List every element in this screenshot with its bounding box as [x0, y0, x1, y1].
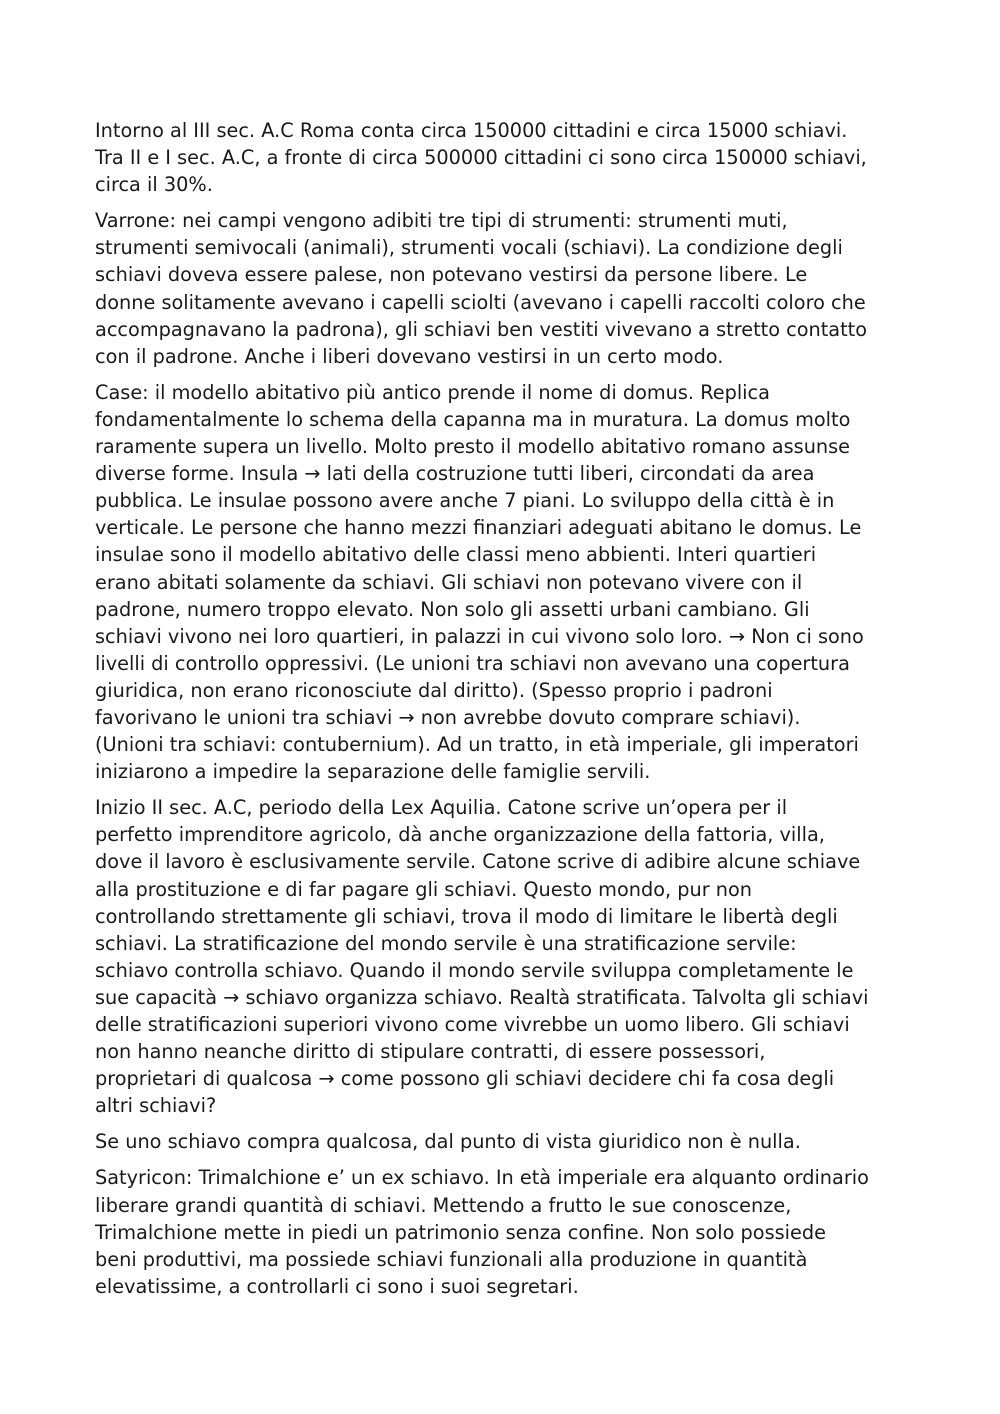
paragraph-population: Intorno al III sec. A.C Roma conta circa 150000 cittadini e circa 15000 schiavi. Tra II e I sec. A.C, a fronte di circa 500000 cittadini ci sono circa 150000 schiavi, circa il 30%. — [95, 119, 867, 197]
paragraph-acquisto-schiavo: Se uno schiavo compra qualcosa, dal punto di vista giuridico non è nulla. — [95, 1130, 801, 1154]
document-page — [95, 117, 915, 1309]
paragraph-varrone: Varrone: nei campi vengono adibiti tre tipi di strumenti: strumenti muti, strumenti semivocali (animali), strumenti vocali (schiavi). La condizione degli schiavi doveva essere palese, non potevano vestirsi da persone libere. Le donne solitamente avevano i capelli sciolti (avevano i capelli raccolti coloro che accompagnavano la padrona), gli schiavi ben vestiti vivevano a stretto contatto con il padrone. Anche i liberi dovevano vestirsi in un certo modo. — [95, 209, 868, 368]
paragraph-case: Case: il modello abitativo più antico prende il nome di domus. Replica fondamentalmente lo schema della capanna ma in muratura. La domus molto raramente supera un livello. Molto presto il modello abitativo romano assunse diverse forme. Insula → lati della costruzione tutti liberi, circondati da area pubblica. Le insulae possono avere anche 7 piani. Lo sviluppo della città è in verticale. Le persone che hanno mezzi finanziari adeguati abitano le domus. Le insulae sono il modello abitativo delle classi meno abbienti. Interi quartieri erano abitati solamente da schiavi. Gli schiavi non potevano vivere con il padrone, numero troppo elevato. Non solo gli assetti urbani cambiano. Gli schiavi vivono nei loro quartieri, in palazzi in cui vivono solo loro. → Non ci sono livelli di controllo oppressivi. (Le unioni tra schiavi non avevano una copertura giuridica, non erano riconosciute dal diritto). (Spesso proprio i padroni favorivano le unioni tra schiavi → non avrebbe dovuto comprare schiavi). (Unioni tra schiavi: contubernium). Ad un tratto, in età imperiale, gli imperatori iniziarono a impedire la separazione delle famiglie servili. — [95, 380, 864, 784]
paragraph-catone: Inizio II sec. A.C, periodo della Lex Aquilia. Catone scrive un’opera per il perfetto imprenditore agricolo, dà anche organizzazione della fattoria, villa, dove il lavoro è esclusivamente servile. Catone scrive di adibire alcune schiave alla prostituzione e di far pagare gli schiavi. Questo mondo, pur non controllando strettamente gli schiavi, trova il modo di limitare le libertà degli schiavi. La stratificazione del mondo servile è una stratificazione servile: schiavo controlla schiavo. Quando il mondo servile sviluppa completamente le sue capacità → schiavo organizza schiavo. Realtà stratificata. Talvolta gli schiavi delle stratificazioni superiori vivono come vivrebbe un uomo libero. Gli schiavi non hanno neanche diritto di stipulare contratti, di essere possessori, proprietari di qualcosa → come possono gli schiavi decidere chi fa cosa degli altri schiavi? — [95, 796, 869, 1118]
paragraph-satyricon: Satyricon: Trimalchione e’ un ex schiavo. In età imperiale era alquanto ordinario liberare grandi quantità di schiavi. Mettendo a frutto le sue conoscenze, Trimalchione mette in piedi un patrimonio senza confine. Non solo possiede beni produttivi, ma possiede schiavi funzionali alla produzione in quantità elevatissime, a controllarli ci sono i suoi segretari. — [95, 1166, 869, 1298]
